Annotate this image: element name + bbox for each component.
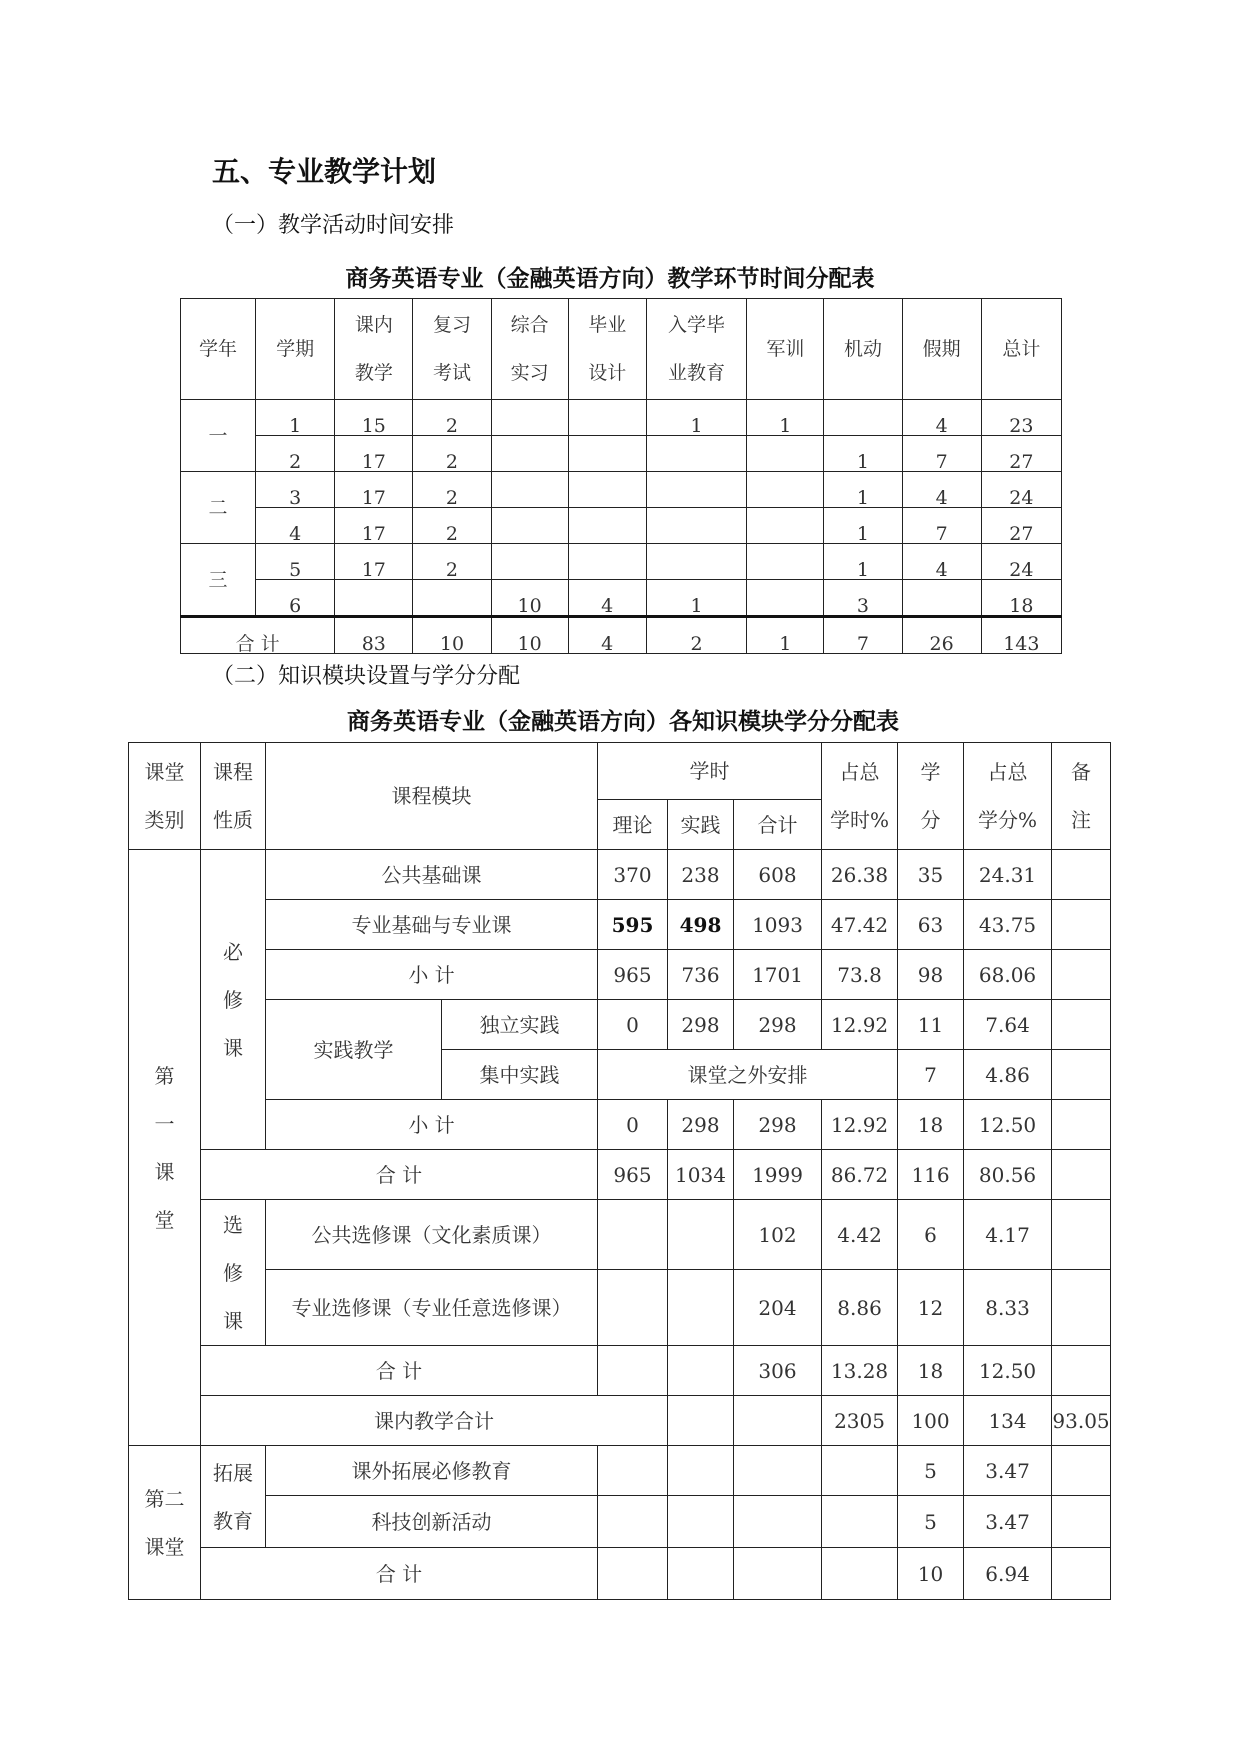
module-name: 科技创新活动 — [266, 1496, 598, 1548]
cell — [668, 1270, 734, 1346]
cell — [734, 1446, 822, 1496]
cell: 608 — [734, 850, 822, 900]
cell: 1034 — [668, 1150, 734, 1200]
table2-header-row-1 — [129, 743, 1111, 800]
cell: 3.47 — [964, 1496, 1052, 1548]
year-cell: 一 — [181, 400, 256, 472]
cell: 17 — [335, 508, 413, 544]
credit-allocation-table — [128, 742, 1111, 1600]
table1-total-row — [181, 617, 1062, 654]
cell: 98 — [898, 950, 964, 1000]
cell: 595 — [598, 900, 668, 950]
cell: 10 — [491, 580, 568, 617]
header-zonghe: 综合 实习 — [491, 299, 568, 400]
cell — [668, 1200, 734, 1270]
cell: 27 — [981, 436, 1061, 472]
cell — [1052, 1050, 1111, 1100]
cell: 11 — [898, 1000, 964, 1050]
table-row — [129, 900, 1111, 950]
header-ketang-leibie: 课堂 类别 — [129, 743, 201, 850]
module-name: 课外拓展必修教育 — [266, 1446, 598, 1496]
cell — [1052, 1496, 1111, 1548]
cell: 5 — [898, 1446, 964, 1496]
year-cell: 三 — [181, 544, 256, 617]
cell: 43.75 — [964, 900, 1052, 950]
cell — [668, 1346, 734, 1396]
header-jidong: 机动 — [824, 299, 902, 400]
module-name: 公共基础课 — [266, 850, 598, 900]
cell — [822, 1446, 898, 1496]
cell — [646, 508, 746, 544]
cell: 18 — [981, 580, 1061, 617]
cell: 7 — [898, 1050, 964, 1100]
header-fuxi: 复习 考试 — [413, 299, 491, 400]
cell: 306 — [734, 1346, 822, 1396]
subsection-title-2: （二）知识模块设置与学分分配 — [212, 664, 521, 689]
cell: 1 — [747, 400, 824, 436]
cell — [1052, 1548, 1111, 1600]
subsection-title-1: （一）教学活动时间安排 — [212, 213, 455, 238]
header-zhan-xueshi: 占总 学时% — [822, 743, 898, 850]
table-row — [129, 1396, 1111, 1446]
cell — [598, 1446, 668, 1496]
cell — [491, 472, 568, 508]
cell: 4 — [568, 580, 646, 617]
table-row — [181, 508, 1062, 544]
header-shijian: 实践 — [668, 800, 734, 850]
cell: 102 — [734, 1200, 822, 1270]
cell — [1052, 1270, 1111, 1346]
module-name: 专业选修课（专业任意选修课） — [266, 1270, 598, 1346]
table1-caption: 商务英语专业（金融英语方向）教学环节时间分配表 — [345, 266, 875, 292]
cell: 4 — [902, 472, 981, 508]
module-name: 独立实践 — [442, 1000, 598, 1050]
cell — [568, 436, 646, 472]
cell: 965 — [598, 1150, 668, 1200]
cell — [1052, 1446, 1111, 1496]
cell: 13.28 — [822, 1346, 898, 1396]
total-label: 合 计 — [201, 1346, 598, 1396]
cell — [824, 400, 902, 436]
cell: 17 — [335, 472, 413, 508]
cell — [646, 544, 746, 580]
cell — [1052, 1346, 1111, 1396]
cell: 100 — [898, 1396, 964, 1446]
header-biye: 毕业 设计 — [568, 299, 646, 400]
table-row — [129, 1000, 1111, 1050]
header-kecheng-xingzhi: 课程 性质 — [201, 743, 266, 850]
cell: 7 — [902, 436, 981, 472]
cell: 10 — [491, 617, 568, 654]
cell: 298 — [734, 1000, 822, 1050]
cell: 204 — [734, 1270, 822, 1346]
cell: 2 — [413, 472, 491, 508]
cell: 18 — [898, 1346, 964, 1396]
cell — [1052, 950, 1111, 1000]
cell: 6.94 — [964, 1548, 1052, 1600]
cell — [491, 544, 568, 580]
cell — [734, 1396, 822, 1446]
cell: 370 — [598, 850, 668, 900]
header-beizhu: 备 注 — [1052, 743, 1111, 850]
table-row — [181, 544, 1062, 580]
header-xueqi: 学期 — [256, 299, 335, 400]
cell: 6 — [256, 580, 335, 617]
cell: 10 — [898, 1548, 964, 1600]
header-lilun: 理论 — [598, 800, 668, 850]
practice-teaching-cell: 实践教学 — [266, 1000, 442, 1100]
header-junxun: 军训 — [747, 299, 824, 400]
cell: 116 — [898, 1150, 964, 1200]
cell: 1 — [824, 544, 902, 580]
header-xueshi: 学时 — [598, 743, 822, 800]
cell: 2305 — [822, 1396, 898, 1446]
table-row — [129, 1496, 1111, 1548]
total-label: 合 计 — [201, 1548, 598, 1600]
cell: 1 — [646, 580, 746, 617]
cell — [734, 1496, 822, 1548]
cell: 1701 — [734, 950, 822, 1000]
time-allocation-table — [180, 298, 1062, 654]
cell: 12.50 — [964, 1100, 1052, 1150]
cell: 6 — [898, 1200, 964, 1270]
cell: 68.06 — [964, 950, 1052, 1000]
cell — [1052, 1150, 1111, 1200]
cell — [646, 472, 746, 508]
second-classroom-cell: 第二 课堂 — [129, 1446, 201, 1600]
cell: 0 — [598, 1100, 668, 1150]
cell — [747, 580, 824, 617]
subtotal-label: 小 计 — [266, 1100, 598, 1150]
cell — [747, 472, 824, 508]
cell: 1 — [747, 617, 824, 654]
cell: 4.42 — [822, 1200, 898, 1270]
cell — [568, 544, 646, 580]
cell: 17 — [335, 436, 413, 472]
cell: 47.42 — [822, 900, 898, 950]
header-zongji: 总计 — [981, 299, 1061, 400]
cell — [1052, 1000, 1111, 1050]
cell — [568, 472, 646, 508]
cell: 26.38 — [822, 850, 898, 900]
cell — [335, 580, 413, 617]
cell: 4.17 — [964, 1200, 1052, 1270]
cell: 5 — [898, 1496, 964, 1548]
table-row — [181, 436, 1062, 472]
cell — [598, 1548, 668, 1600]
cell — [413, 580, 491, 617]
cell: 4 — [902, 544, 981, 580]
cell: 2 — [413, 544, 491, 580]
module-name: 公共选修课（文化素质课） — [266, 1200, 598, 1270]
cell: 4 — [902, 400, 981, 436]
cell: 17 — [335, 544, 413, 580]
cell — [668, 1496, 734, 1548]
cell — [598, 1496, 668, 1548]
cell — [491, 508, 568, 544]
total-label: 合 计 — [201, 1150, 598, 1200]
elective-course-cell: 选 修 课 — [201, 1200, 266, 1346]
table-row — [129, 1270, 1111, 1346]
cell: 26 — [902, 617, 981, 654]
table-row — [129, 950, 1111, 1000]
cell — [646, 436, 746, 472]
year-cell: 二 — [181, 472, 256, 544]
subtotal-label: 小 计 — [266, 950, 598, 1000]
header-jiaqi: 假期 — [902, 299, 981, 400]
cell: 143 — [981, 617, 1061, 654]
cell: 298 — [668, 1100, 734, 1150]
cell: 12.92 — [822, 1000, 898, 1050]
total-label: 课内教学合计 — [201, 1396, 668, 1446]
cell: 7.64 — [964, 1000, 1052, 1050]
table-row — [129, 1200, 1111, 1270]
cell: 2 — [413, 400, 491, 436]
cell — [568, 400, 646, 436]
cell — [734, 1548, 822, 1600]
cell — [491, 400, 568, 436]
cell: 1999 — [734, 1150, 822, 1200]
cell: 73.8 — [822, 950, 898, 1000]
cell: 2 — [413, 436, 491, 472]
cell: 0 — [598, 1000, 668, 1050]
cell — [668, 1446, 734, 1496]
cell: 238 — [668, 850, 734, 900]
cell: 83 — [335, 617, 413, 654]
cell — [598, 1200, 668, 1270]
cell: 2 — [646, 617, 746, 654]
header-ruxue: 入学毕 业教育 — [646, 299, 746, 400]
cell: 24 — [981, 472, 1061, 508]
module-name: 专业基础与专业课 — [266, 900, 598, 950]
section-title: 五、专业教学计划 — [212, 155, 437, 188]
cell: 2 — [256, 436, 335, 472]
table-row — [129, 1346, 1111, 1396]
cell: 15 — [335, 400, 413, 436]
cell: 965 — [598, 950, 668, 1000]
module-name: 集中实践 — [442, 1050, 598, 1100]
cell: 27 — [981, 508, 1061, 544]
cell: 736 — [668, 950, 734, 1000]
cell — [1052, 900, 1111, 950]
cell: 1 — [646, 400, 746, 436]
cell: 3.47 — [964, 1446, 1052, 1496]
cell — [491, 436, 568, 472]
cell: 24 — [981, 544, 1061, 580]
table2-caption: 商务英语专业（金融英语方向）各知识模块学分分配表 — [347, 709, 899, 735]
note-cell: 课堂之外安排 — [598, 1050, 898, 1100]
table-row — [181, 400, 1062, 436]
cell: 12.92 — [822, 1100, 898, 1150]
cell — [1052, 1200, 1111, 1270]
cell: 134 — [964, 1396, 1052, 1446]
table-row — [129, 850, 1111, 900]
table-row — [129, 1150, 1111, 1200]
header-zhan-xuefen: 占总 学分% — [964, 743, 1052, 850]
cell: 12 — [898, 1270, 964, 1346]
cell: 7 — [824, 617, 902, 654]
cell: 86.72 — [822, 1150, 898, 1200]
required-course-cell: 必 修 课 — [201, 850, 266, 1150]
cell: 8.86 — [822, 1270, 898, 1346]
cell: 2 — [413, 508, 491, 544]
table-row — [129, 1446, 1111, 1496]
cell — [1052, 850, 1111, 900]
cell: 3 — [256, 472, 335, 508]
cell: 4 — [568, 617, 646, 654]
table-row — [181, 472, 1062, 508]
cell: 4 — [256, 508, 335, 544]
cell: 1 — [256, 400, 335, 436]
cell — [747, 508, 824, 544]
cell — [822, 1496, 898, 1548]
cell: 35 — [898, 850, 964, 900]
header-kecheng-mokuai: 课程模块 — [266, 743, 598, 850]
cell — [902, 580, 981, 617]
extension-education-cell: 拓展 教育 — [201, 1446, 266, 1548]
cell — [668, 1396, 734, 1446]
total-label: 合 计 — [181, 617, 335, 654]
cell — [568, 508, 646, 544]
cell — [747, 436, 824, 472]
cell: 4.86 — [964, 1050, 1052, 1100]
cell: 298 — [668, 1000, 734, 1050]
table-row — [181, 580, 1062, 617]
cell: 298 — [734, 1100, 822, 1150]
cell: 3 — [824, 580, 902, 617]
cell: 23 — [981, 400, 1061, 436]
table1-header-row — [181, 299, 1062, 400]
header-xuefen: 学 分 — [898, 743, 964, 850]
cell: 498 — [668, 900, 734, 950]
header-heji: 合计 — [734, 800, 822, 850]
cell — [598, 1270, 668, 1346]
cell — [822, 1548, 898, 1600]
cell — [747, 544, 824, 580]
cell: 10 — [413, 617, 491, 654]
cell: 93.05 — [1052, 1396, 1111, 1446]
cell: 8.33 — [964, 1270, 1052, 1346]
header-kenei: 课内 教学 — [335, 299, 413, 400]
cell — [668, 1548, 734, 1600]
header-xuenian: 学年 — [181, 299, 256, 400]
table-row — [129, 1548, 1111, 1600]
cell: 24.31 — [964, 850, 1052, 900]
cell: 1 — [824, 472, 902, 508]
cell: 12.50 — [964, 1346, 1052, 1396]
cell: 18 — [898, 1100, 964, 1150]
table-row — [129, 1100, 1111, 1150]
cell: 5 — [256, 544, 335, 580]
cell: 1 — [824, 508, 902, 544]
cell: 1 — [824, 436, 902, 472]
cell — [1052, 1100, 1111, 1150]
cell: 80.56 — [964, 1150, 1052, 1200]
cell: 63 — [898, 900, 964, 950]
cell: 1093 — [734, 900, 822, 950]
first-classroom-cell: 第 一 课 堂 — [129, 850, 201, 1446]
cell — [598, 1346, 668, 1396]
cell: 7 — [902, 508, 981, 544]
